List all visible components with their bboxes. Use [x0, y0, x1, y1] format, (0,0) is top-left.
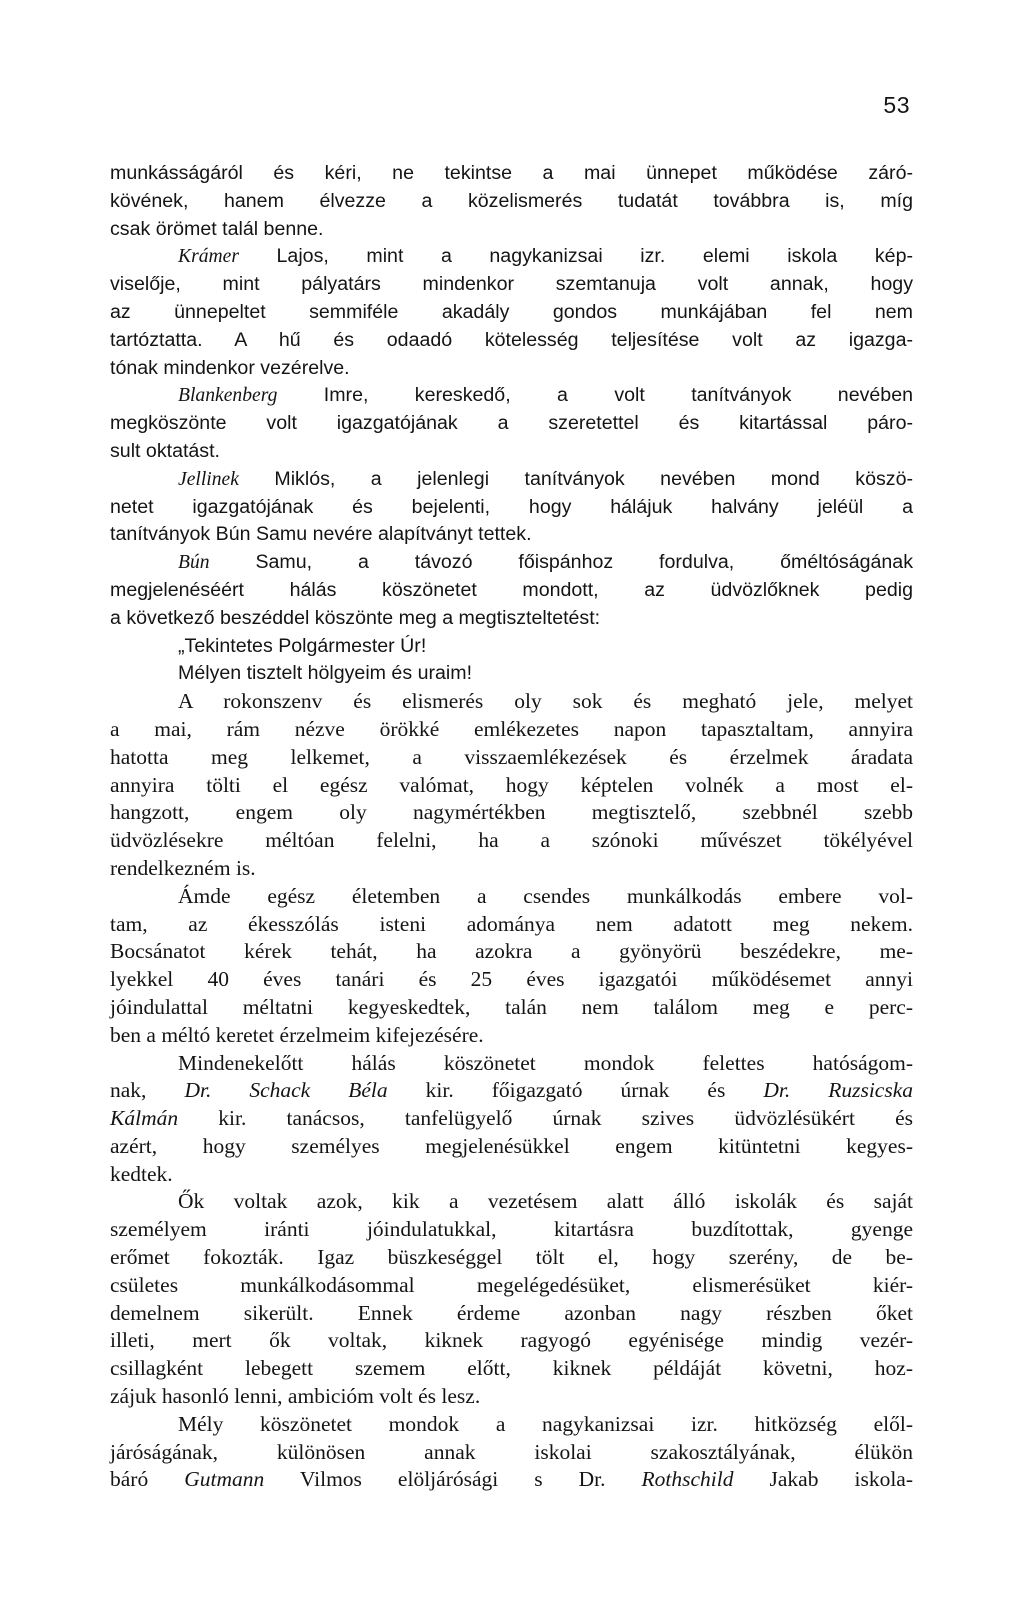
text-line: [110, 1161, 913, 1189]
text-line: [110, 1105, 913, 1133]
text-run: azért, hogy személyes megjelenésükkel engem kitüntetni kegyes-: [110, 1133, 913, 1158]
text-run: Miklós, a jelenlegi tanítványok nevében mond köszö-: [238, 467, 913, 490]
text-run: Mélyen tisztelt hölgyeim és uraim!: [178, 662, 473, 685]
text-run: Ők voltak azok, kik a vezetésem alatt álló iskolák és saját: [178, 1189, 913, 1214]
text-line: [110, 1272, 913, 1300]
text-run: Mindenekelőtt hálás köszönetet mondok felettes hatóságom-: [178, 1050, 913, 1075]
text-run: jóindulattal méltatni kegyeskedtek, talán nem találom meg e perc-: [110, 994, 913, 1019]
text-line: [110, 605, 913, 633]
person-name: Dr. Ruzsicska: [763, 1078, 914, 1103]
text-line: [110, 549, 913, 577]
text-line: [110, 299, 913, 327]
text-run: az ünnepeltet semmiféle akadály gondos munkájában fel nem: [110, 300, 913, 323]
person-name: Bún: [178, 552, 210, 574]
text-run: kir. főigazgató úrnak és: [387, 1078, 764, 1103]
text-line: [110, 1300, 913, 1328]
text-run: zájuk hasonló lenni, ambicióm volt és lesz.: [110, 1384, 481, 1409]
body-text: [110, 160, 913, 1494]
text-line: [110, 799, 913, 827]
text-run: tónak mindenkor vezérelve.: [110, 356, 350, 379]
text-run: kir. tanácsos, tanfelügyelő úrnak szives üdvözlésükért és: [178, 1106, 913, 1131]
text-line: [110, 966, 913, 994]
text-run: Ámde egész életemben a csendes munkálkodás embere vol-: [178, 883, 913, 908]
text-run: tam, az ékesszólás isteni adománya nem adatott meg nekem.: [110, 911, 913, 936]
text-run: rendelkezném is.: [110, 855, 256, 880]
text-line: [110, 1216, 913, 1244]
text-run: üdvözlésekre méltóan felelni, ha a szónoki művészet tökélyével: [110, 828, 913, 853]
person-name: Blankenberg: [178, 385, 278, 407]
text-line: [110, 994, 913, 1022]
text-run: netet igazgatójának és bejelenti, hogy hálájuk halvány jeléül a: [110, 495, 913, 518]
page-number: 53: [883, 92, 910, 118]
text-line: [110, 216, 913, 244]
text-run: hatotta meg lelkemet, a visszaemlékezések és érzelmek áradata: [110, 744, 913, 769]
text-line: [110, 188, 913, 216]
text-run: Samu, a távozó főispánhoz fordulva, őméltóságának: [209, 551, 913, 574]
text-line: [110, 243, 913, 271]
text-line: [110, 494, 913, 522]
text-run: Bocsánatot kérek tehát, ha azokra a gyönyörü beszédekre, me-: [110, 939, 913, 964]
text-line: [110, 1466, 913, 1494]
text-run: csak örömet talál benne.: [110, 217, 324, 240]
text-run: Mély köszönetet mondok a nagykanizsai izr. hitközség elől-: [178, 1411, 913, 1436]
text-run: sult oktatást.: [110, 439, 220, 462]
text-line: [110, 577, 913, 605]
text-line: [110, 855, 913, 883]
text-line: [110, 1050, 913, 1078]
text-line: [110, 744, 913, 772]
text-line: [110, 827, 913, 855]
person-name: Kálmán: [110, 1106, 179, 1131]
text-line: [110, 466, 913, 494]
text-run: Imre, kereskedő, a volt tanítványok nevében: [277, 384, 913, 407]
text-run: kövének, hanem élvezze a közelismerés tudatát továbbra is, míg: [110, 189, 913, 212]
text-line: [110, 160, 913, 188]
text-run: személyem iránti jóindulatukkal, kitartásra buzdítottak, gyenge: [110, 1217, 913, 1242]
text-line: [110, 660, 913, 688]
text-run: A rokonszenv és elismerés oly sok és megható jele, melyet: [178, 689, 913, 714]
text-line: [110, 633, 913, 661]
text-run: csületes munkálkodásommal megelégedésüket, elismerésüket kiér-: [110, 1272, 913, 1297]
text-run: megköszönte volt igazgatójának a szeretettel és kitartással páro-: [110, 412, 913, 435]
text-run: kedtek.: [110, 1161, 173, 1186]
text-run: a következő beszéddel köszönte meg a megtiszteltetést:: [110, 606, 601, 629]
text-run: csillagként lebegett szemem előtt, kiknek példáját követni, hoz-: [110, 1356, 913, 1381]
text-run: báró: [110, 1467, 185, 1492]
text-line: [110, 382, 913, 410]
text-run: járóságának, különösen annak iskolai szakosztályának, élükön: [110, 1439, 913, 1464]
text-line: [110, 688, 913, 716]
text-run: annyira tölti el egész valómat, hogy képtelen volnék a most el-: [110, 772, 913, 797]
text-line: [110, 1244, 913, 1272]
text-line: [110, 521, 913, 549]
text-line: [110, 716, 913, 744]
text-run: erőmet fokozták. Igaz büszkeséggel tölt el, hogy szerény, de be-: [110, 1245, 913, 1270]
person-name: Gutmann: [184, 1467, 265, 1492]
text-run: Vilmos elöljárósági s Dr.: [264, 1467, 642, 1492]
text-line: [110, 410, 913, 438]
text-run: tanítványok Bún Samu nevére alapítványt tettek.: [110, 523, 532, 546]
text-line: [110, 883, 913, 911]
text-run: viselője, mint pályatárs mindenkor szemtanuja volt annak, hogy: [110, 273, 913, 296]
person-name: Dr. Schack Béla: [184, 1078, 388, 1103]
text-run: a mai, rám nézve örökké emlékezetes napon tapasztaltam, annyira: [110, 716, 913, 741]
text-line: [110, 1022, 913, 1050]
text-run: ben a méltó keretet érzelmeim kifejezésére.: [110, 1022, 484, 1047]
text-line: [110, 1327, 913, 1355]
text-line: [110, 438, 913, 466]
text-line: [110, 1077, 913, 1105]
text-run: lyekkel 40 éves tanári és 25 éves igazgatói működésemet annyi: [110, 967, 913, 992]
text-line: [110, 911, 913, 939]
text-run: hangzott, engem oly nagymértékben megtisztelő, szebbnél szebb: [110, 800, 913, 825]
text-line: [110, 1355, 913, 1383]
text-run: „Tekintetes Polgármester Úr!: [178, 634, 427, 657]
text-line: [110, 327, 913, 355]
text-line: [110, 1439, 913, 1467]
text-line: [110, 938, 913, 966]
text-line: [110, 271, 913, 299]
text-line: [110, 1383, 913, 1411]
text-run: megjelenéséért hálás köszönetet mondott, az üdvözlőknek pedig: [110, 578, 913, 601]
person-name: Rothschild: [641, 1467, 734, 1492]
text-line: [110, 1188, 913, 1216]
text-run: munkásságáról és kéri, ne tekintse a mai ünnepet működése záró-: [110, 162, 913, 184]
person-name: Jellinek: [178, 468, 239, 490]
text-line: [110, 355, 913, 383]
text-run: illeti, mert ők voltak, kiknek ragyogó egyénisége mindig vezér-: [110, 1328, 913, 1353]
person-name: Krámer: [178, 246, 239, 268]
text-run: nak,: [110, 1078, 185, 1103]
text-run: Lajos, mint a nagykanizsai izr. elemi iskola kép-: [238, 245, 913, 268]
text-line: [110, 772, 913, 800]
text-run: Jakab iskola-: [733, 1467, 914, 1492]
text-line: [110, 1133, 913, 1161]
text-line: [110, 1411, 913, 1439]
text-run: demelnem sikerült. Ennek érdeme azonban nagy részben őket: [110, 1300, 913, 1325]
text-run: tartóztatta. A hű és odaadó kötelesség teljesítése volt az igazga-: [110, 328, 913, 351]
